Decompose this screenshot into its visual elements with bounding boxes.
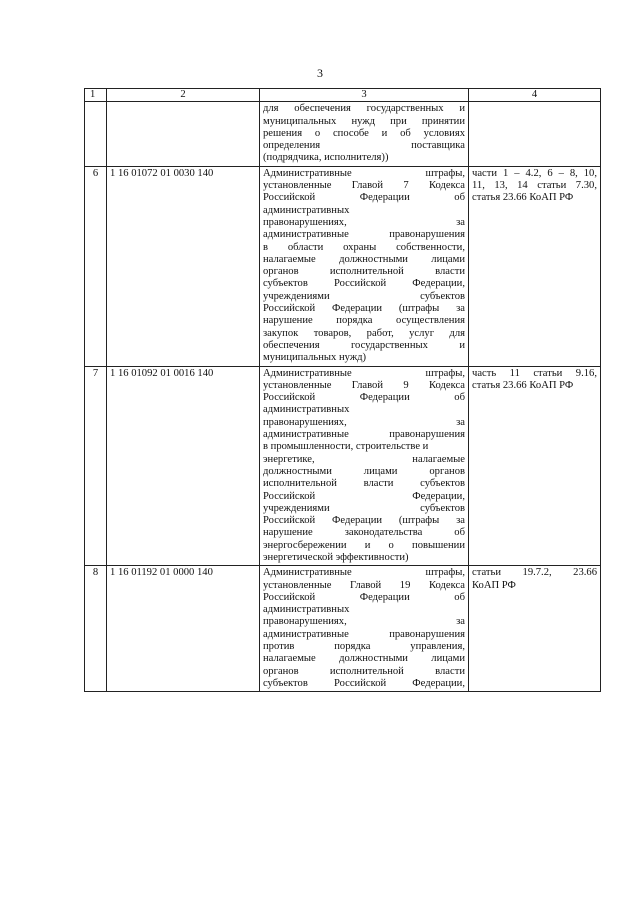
description-line: в промышленности, строительстве и <box>263 441 429 453</box>
description-line: налагаемые должностными лицами <box>263 653 465 665</box>
description-line: Российской Федерации об <box>263 591 465 603</box>
description-line: субъектов Российской Федерации, <box>263 677 465 689</box>
description-line: правонарушениях, за <box>263 616 465 628</box>
description-line: административные правонарушения <box>263 229 465 241</box>
description-line: установленные Главой 19 Кодекса <box>263 579 465 591</box>
row-number: 7 <box>85 366 107 566</box>
description-line: Административные штрафы, <box>263 567 465 579</box>
description-line: Административные штрафы, <box>263 367 465 379</box>
description-line: органов исполнительной власти <box>263 665 465 677</box>
budget-classification-code: 1 16 01192 01 0000 140 <box>107 566 260 692</box>
description-line: против порядка управления, <box>263 641 465 653</box>
legal-basis-line: статья 23.66 КоАП РФ <box>472 379 574 391</box>
legal-basis <box>469 166 601 366</box>
description-line: нарушение порядка осуществления <box>263 315 465 327</box>
revenue-description <box>260 102 469 166</box>
description-line: должностными лицами органов <box>263 465 465 477</box>
budget-classification-code <box>107 102 260 166</box>
description-line: в области охраны собственности, <box>263 241 465 253</box>
table-row <box>85 102 601 166</box>
legal-basis <box>469 102 601 166</box>
table-body <box>85 89 601 692</box>
revenue-description <box>260 166 469 366</box>
description-line: установленные Главой 9 Кодекса <box>263 379 465 391</box>
table-row <box>85 566 601 692</box>
row-number: 8 <box>85 566 107 692</box>
column-header: 3 <box>260 89 469 102</box>
table-header-row <box>85 89 601 102</box>
legal-basis-line: 11, 13, 14 статьи 7.30, <box>472 180 597 192</box>
description-line: административных <box>263 404 350 416</box>
description-line: решения о способе и об условиях <box>263 127 465 139</box>
column-header: 2 <box>107 89 260 102</box>
budget-classification-code: 1 16 01092 01 0016 140 <box>107 366 260 566</box>
description-line: налагаемые должностными лицами <box>263 253 465 265</box>
legal-basis-line: часть 11 статьи 9.16, <box>472 367 597 379</box>
description-line: (подрядчика, исполнителя)) <box>263 152 389 164</box>
row-number: 6 <box>85 166 107 366</box>
description-line: правонарушениях, за <box>263 416 465 428</box>
budget-classification-code: 1 16 01072 01 0030 140 <box>107 166 260 366</box>
description-line: энергетике, налагаемые <box>263 453 465 465</box>
description-line: закупок товаров, работ, услуг для <box>263 327 465 339</box>
description-line: субъектов Российской Федерации, <box>263 278 465 290</box>
legal-basis <box>469 366 601 566</box>
description-line: муниципальных нужд) <box>263 352 367 364</box>
description-line: Российской Федерации, <box>263 490 465 502</box>
description-line: энергосбережении и о повышении <box>263 539 465 551</box>
description-line: административных <box>263 204 350 216</box>
table-row <box>85 366 601 566</box>
description-line: органов исполнительной власти <box>263 266 465 278</box>
description-line: Административные штрафы, <box>263 167 465 179</box>
legal-basis-line: статья 23.66 КоАП РФ <box>472 192 574 204</box>
description-line: нарушение законодательства об <box>263 527 465 539</box>
table-row <box>85 166 601 366</box>
description-line: административных <box>263 604 350 616</box>
column-header: 1 <box>85 89 107 102</box>
row-number <box>85 102 107 166</box>
description-line: определения поставщика <box>263 140 465 152</box>
revenue-description <box>260 566 469 692</box>
description-line: Российской Федерации об <box>263 392 465 404</box>
page-number: 3 <box>317 66 323 80</box>
description-line: учреждениями субъектов <box>263 502 465 514</box>
description-line: правонарушениях, за <box>263 216 465 228</box>
description-line: административные правонарушения <box>263 628 465 640</box>
description-line: энергетической эффективности) <box>263 551 409 563</box>
legal-basis-line: КоАП РФ <box>472 579 516 591</box>
description-line: Российской Федерации (штрафы за <box>263 515 465 527</box>
description-line: муниципальных нужд при принятии <box>263 115 465 127</box>
legal-basis-line: статьи 19.7.2, 23.66 <box>472 567 597 579</box>
description-line: установленные Главой 7 Кодекса <box>263 180 465 192</box>
description-line: административные правонарушения <box>263 429 465 441</box>
revenue-description <box>260 366 469 566</box>
description-line: обеспечения государственных и <box>263 339 465 351</box>
codes-table <box>84 88 601 692</box>
legal-basis-line: части 1 – 4.2, 6 – 8, 10, <box>472 167 597 179</box>
description-line: Российской Федерации об <box>263 192 465 204</box>
description-line: исполнительной власти субъектов <box>263 478 465 490</box>
description-line: для обеспечения государственных и <box>263 103 465 115</box>
column-header: 4 <box>469 89 601 102</box>
legal-basis <box>469 566 601 692</box>
description-line: Российской Федерации (штрафы за <box>263 303 465 315</box>
description-line: учреждениями субъектов <box>263 290 465 302</box>
